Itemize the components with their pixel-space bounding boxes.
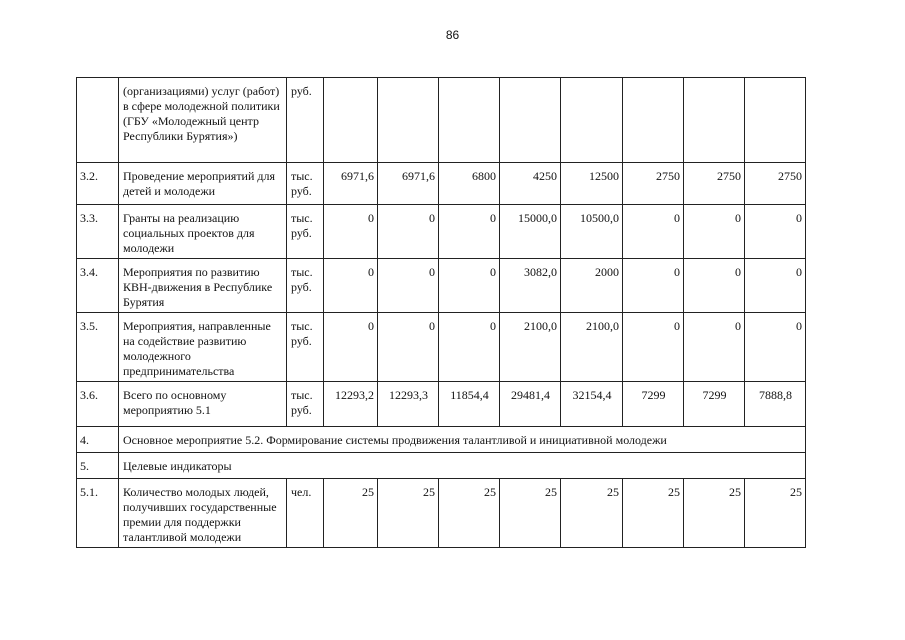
value-cell: 6800 (439, 163, 500, 205)
value-cell: 0 (684, 313, 745, 382)
row-name: Гранты на реализацию социальных проектов для молодежи (119, 205, 287, 259)
value-cell (561, 78, 623, 163)
value-cell: 6971,6 (324, 163, 378, 205)
value-cell: 0 (623, 259, 684, 313)
value-cell: 0 (378, 313, 439, 382)
value-cell: 2750 (623, 163, 684, 205)
value-cell: 15000,0 (500, 205, 561, 259)
value-cell: 12500 (561, 163, 623, 205)
page-number: 86 (445, 28, 460, 42)
row-unit: руб. (287, 78, 324, 163)
value-cell (439, 78, 500, 163)
value-cell: 25 (378, 479, 439, 548)
value-cell: 6971,6 (378, 163, 439, 205)
row-name: Мероприятия по развитию КВН-движения в Республике Бурятия (119, 259, 287, 313)
row-name: Мероприятия, направленные на содействие развитию молодежного предпринимательства (119, 313, 287, 382)
value-cell: 3082,0 (500, 259, 561, 313)
table-row (77, 78, 806, 163)
row-code: 5.1. (77, 479, 119, 548)
value-cell: 0 (324, 313, 378, 382)
row-code: 3.4. (77, 259, 119, 313)
table-row (77, 313, 806, 382)
value-cell: 0 (623, 205, 684, 259)
value-cell: 25 (561, 479, 623, 548)
row-code (77, 78, 119, 163)
value-cell: 2000 (561, 259, 623, 313)
value-cell (745, 78, 806, 163)
value-cell (324, 78, 378, 163)
row-code: 3.2. (77, 163, 119, 205)
value-cell: 0 (745, 205, 806, 259)
value-cell: 7299 (684, 382, 745, 427)
row-unit: чел. (287, 479, 324, 548)
value-cell: 32154,4 (561, 382, 623, 427)
value-cell: 0 (378, 259, 439, 313)
row-unit: тыс. руб. (287, 382, 324, 427)
table-row (77, 259, 806, 313)
value-cell (684, 78, 745, 163)
row-unit: тыс. руб. (287, 259, 324, 313)
row-code: 5. (77, 453, 119, 479)
value-cell: 2100,0 (500, 313, 561, 382)
section-title-cell: Целевые индикаторы (119, 453, 806, 479)
table-row (77, 453, 806, 479)
row-code: 3.5. (77, 313, 119, 382)
value-cell: 7888,8 (745, 382, 806, 427)
value-cell: 25 (745, 479, 806, 548)
value-cell: 11854,4 (439, 382, 500, 427)
value-cell: 0 (439, 205, 500, 259)
row-name: (организациями) услуг (работ) в сфере молодежной политики (ГБУ «Молодежный центр Республики Бурятия») (119, 78, 287, 163)
value-cell: 0 (684, 205, 745, 259)
row-unit: тыс. руб. (287, 205, 324, 259)
value-cell: 25 (439, 479, 500, 548)
row-name: Количество молодых людей, получивших государственные премии для поддержки талантливой молодежи (119, 479, 287, 548)
value-cell: 2100,0 (561, 313, 623, 382)
value-cell: 12293,2 (324, 382, 378, 427)
table-row (77, 163, 806, 205)
value-cell (500, 78, 561, 163)
row-code: 4. (77, 427, 119, 453)
value-cell: 10500,0 (561, 205, 623, 259)
value-cell: 12293,3 (378, 382, 439, 427)
value-cell: 4250 (500, 163, 561, 205)
row-code: 3.6. (77, 382, 119, 427)
row-name: Всего по основному мероприятию 5.1 (119, 382, 287, 427)
row-unit: тыс. руб. (287, 313, 324, 382)
value-cell: 29481,4 (500, 382, 561, 427)
value-cell (378, 78, 439, 163)
value-cell: 0 (324, 259, 378, 313)
value-cell: 2750 (745, 163, 806, 205)
section-title-cell: Основное мероприятие 5.2. Формирование системы продвижения талантливой и инициативной молодежи (119, 427, 806, 453)
value-cell: 0 (378, 205, 439, 259)
budget-table (76, 77, 806, 548)
row-unit: тыс. руб. (287, 163, 324, 205)
value-cell: 0 (684, 259, 745, 313)
value-cell: 0 (745, 313, 806, 382)
value-cell: 25 (623, 479, 684, 548)
table-row (77, 205, 806, 259)
value-cell: 0 (439, 259, 500, 313)
table-row (77, 427, 806, 453)
value-cell: 25 (324, 479, 378, 548)
value-cell: 25 (684, 479, 745, 548)
table-row (77, 382, 806, 427)
value-cell: 7299 (623, 382, 684, 427)
value-cell: 0 (623, 313, 684, 382)
value-cell: 0 (439, 313, 500, 382)
value-cell: 2750 (684, 163, 745, 205)
row-code: 3.3. (77, 205, 119, 259)
table-row (77, 479, 806, 548)
value-cell: 0 (324, 205, 378, 259)
value-cell: 0 (745, 259, 806, 313)
row-name: Проведение мероприятий для детей и молодежи (119, 163, 287, 205)
value-cell: 25 (500, 479, 561, 548)
value-cell (623, 78, 684, 163)
